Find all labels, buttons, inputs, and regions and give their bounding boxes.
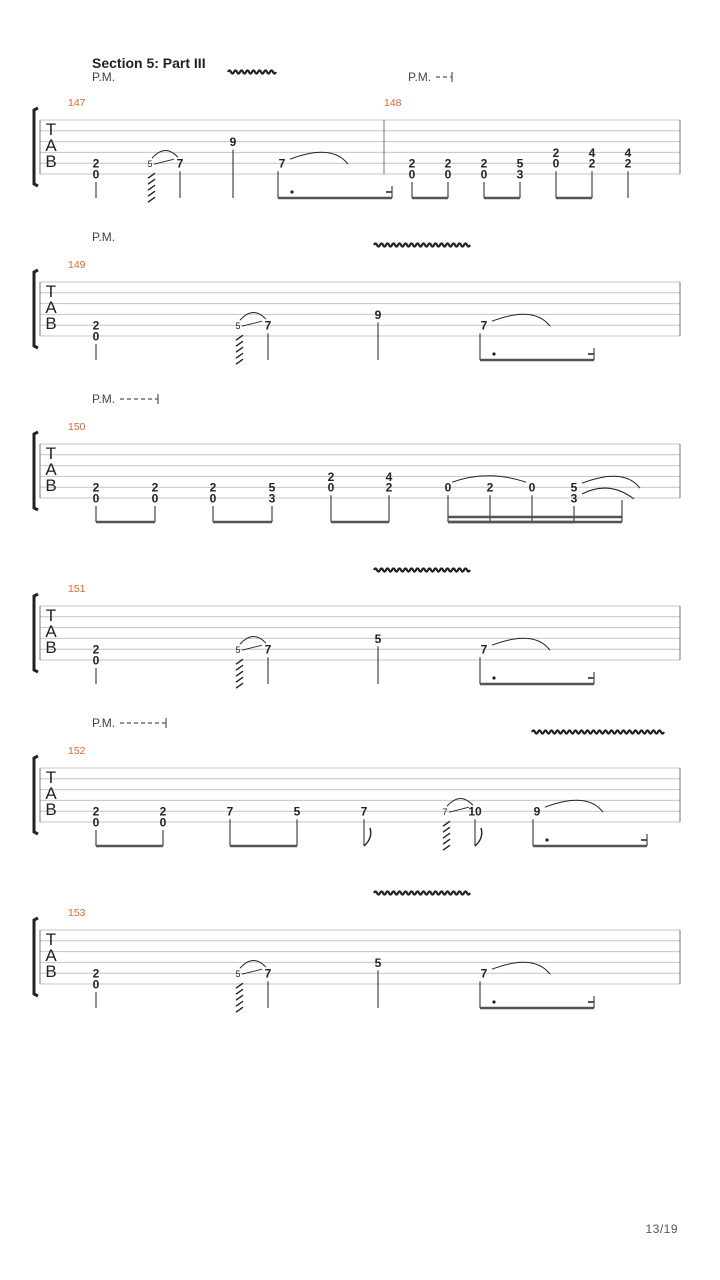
fret-number: 0 <box>209 491 217 506</box>
slur-arc <box>240 960 266 968</box>
fret-number: 0 <box>480 167 488 182</box>
tie-arc <box>545 800 603 812</box>
system-bracket <box>34 432 38 510</box>
dot <box>492 676 495 679</box>
palm-mute-label: P.M. <box>92 392 116 406</box>
fret-number: 5 <box>570 480 578 495</box>
tab-clef-letter: B <box>45 638 57 657</box>
fret-number: 2 <box>159 804 167 819</box>
grace-note-fret: 5 <box>235 645 241 656</box>
tie-arc <box>290 152 348 164</box>
palm-mute-label: P.M. <box>92 716 116 730</box>
rake-stroke <box>236 359 243 364</box>
measure-number: 147 <box>68 97 86 109</box>
fret-number: 0 <box>444 167 452 182</box>
tie-arc <box>492 314 550 326</box>
tab-clef-letter: A <box>45 298 57 317</box>
fret-number: 2 <box>588 156 596 171</box>
fret-number: 7 <box>360 804 368 819</box>
section-title: Section 5: Part III <box>92 55 206 71</box>
rake-stroke <box>236 995 243 1000</box>
tab-clef-letter: A <box>45 460 57 479</box>
fret-number: 5 <box>374 955 382 970</box>
rake-stroke <box>443 839 450 844</box>
fret-number: 2 <box>92 966 100 981</box>
tab-clef-letter: B <box>45 152 57 171</box>
dot <box>492 352 495 355</box>
tab-clef-letter: B <box>45 476 57 495</box>
grace-note-fret: 5 <box>235 969 241 980</box>
system-bracket <box>34 918 38 996</box>
note-flag <box>364 828 371 846</box>
fret-number: 0 <box>92 491 100 506</box>
fret-number: 2 <box>92 642 100 657</box>
rake-stroke <box>148 191 155 196</box>
tab-clef-letter: B <box>45 962 57 981</box>
rake-stroke <box>236 341 243 346</box>
fret-number: 4 <box>385 469 393 484</box>
fret-number: 0 <box>151 491 159 506</box>
vibrato-marking <box>228 71 276 74</box>
tab-clef-letter: A <box>45 136 57 155</box>
fret-number: 3 <box>268 491 276 506</box>
rake-stroke <box>236 353 243 358</box>
dot <box>545 838 548 841</box>
fret-number: 0 <box>327 480 335 495</box>
rake-stroke <box>236 1007 243 1012</box>
fret-number: 0 <box>92 329 100 344</box>
tab-clef-letter: T <box>45 930 57 949</box>
fret-number: 2 <box>385 480 393 495</box>
rake-stroke <box>236 989 243 994</box>
tie-arc <box>582 476 640 488</box>
rake-stroke <box>148 185 155 190</box>
note-flag <box>475 828 482 846</box>
vibrato-marking <box>532 731 664 734</box>
palm-mute-label: P.M. <box>92 230 116 244</box>
fret-number: 2 <box>408 156 416 171</box>
system-bracket <box>34 756 38 834</box>
fret-number: 2 <box>444 156 452 171</box>
vibrato-marking <box>374 892 470 895</box>
measure-number: 151 <box>68 583 86 595</box>
fret-number: 0 <box>92 167 100 182</box>
rake-stroke <box>236 683 243 688</box>
fret-number: 7 <box>278 156 286 171</box>
fret-number: 2 <box>209 480 217 495</box>
fret-number: 9 <box>533 804 541 819</box>
measure-number: 150 <box>68 421 86 433</box>
fret-number: 7 <box>480 318 488 333</box>
fret-number: 7 <box>226 804 234 819</box>
fret-number: 0 <box>528 480 536 495</box>
slur-arc <box>240 312 266 320</box>
page-number: 13/19 <box>645 1222 678 1236</box>
fret-number: 0 <box>92 653 100 668</box>
vibrato-marking <box>374 244 470 247</box>
fret-number: 3 <box>570 491 578 506</box>
rake-stroke <box>236 677 243 682</box>
tie-arc <box>492 638 550 650</box>
slur-arc <box>152 150 178 158</box>
tab-clef-letter: T <box>45 120 57 139</box>
fret-number: 0 <box>92 815 100 830</box>
fret-number: 10 <box>468 804 482 819</box>
tab-clef-letter: B <box>45 314 57 333</box>
rake-stroke <box>236 671 243 676</box>
tab-clef-letter: T <box>45 282 57 301</box>
rake-stroke <box>148 197 155 202</box>
fret-number: 5 <box>293 804 301 819</box>
rake-stroke <box>443 833 450 838</box>
tab-clef-letter: A <box>45 784 57 803</box>
fret-number: 9 <box>229 135 237 150</box>
tie-arc <box>582 488 634 499</box>
fret-number: 7 <box>264 642 272 657</box>
rake-stroke <box>236 347 243 352</box>
system-bracket <box>34 108 38 186</box>
grace-note-fret: 5 <box>147 159 153 170</box>
fret-number: 5 <box>516 156 524 171</box>
fret-number: 7 <box>480 642 488 657</box>
fret-number: 2 <box>92 318 100 333</box>
system-bracket <box>34 270 38 348</box>
palm-mute-label: P.M. <box>408 70 432 84</box>
fret-number: 7 <box>264 318 272 333</box>
fret-number: 2 <box>552 145 560 160</box>
fret-number: 2 <box>92 156 100 171</box>
measure-number: 149 <box>68 259 86 271</box>
fret-number: 2 <box>92 804 100 819</box>
tab-clef-letter: T <box>45 444 57 463</box>
measure-number: 152 <box>68 745 86 757</box>
fret-number: 2 <box>92 480 100 495</box>
tab-clef-letter: A <box>45 622 57 641</box>
fret-number: 0 <box>159 815 167 830</box>
rake-stroke <box>148 179 155 184</box>
system-bracket <box>34 594 38 672</box>
slur-arc <box>240 636 266 644</box>
fret-number: 5 <box>374 631 382 646</box>
fret-number: 0 <box>444 480 452 495</box>
fret-number: 5 <box>268 480 276 495</box>
vibrato-marking <box>374 569 470 572</box>
grace-note-fret: 7 <box>442 807 448 818</box>
rake-stroke <box>443 845 450 850</box>
fret-number: 2 <box>151 480 159 495</box>
measure-number: 148 <box>384 97 402 109</box>
fret-number: 7 <box>264 966 272 981</box>
fret-number: 4 <box>588 145 596 160</box>
tab-clef-letter: A <box>45 946 57 965</box>
dot <box>492 1000 495 1003</box>
grace-note-fret: 5 <box>235 321 241 332</box>
tab-clef-letter: T <box>45 768 57 787</box>
fret-number: 0 <box>552 156 560 171</box>
fret-number: 0 <box>92 977 100 992</box>
tab-clef-letter: B <box>45 800 57 819</box>
fret-number: 4 <box>624 145 632 160</box>
rake-stroke <box>443 827 450 832</box>
palm-mute-label: P.M. <box>92 70 116 84</box>
fret-number: 2 <box>624 156 632 171</box>
fret-number: 2 <box>327 469 335 484</box>
fret-number: 9 <box>374 307 382 322</box>
fret-number: 7 <box>176 156 184 171</box>
tab-clef-letter: T <box>45 606 57 625</box>
fret-number: 2 <box>486 480 494 495</box>
fret-number: 7 <box>480 966 488 981</box>
rake-stroke <box>236 1001 243 1006</box>
fret-number: 0 <box>408 167 416 182</box>
rake-stroke <box>236 665 243 670</box>
measure-number: 153 <box>68 907 86 919</box>
fret-number: 3 <box>516 167 524 182</box>
fret-number: 2 <box>480 156 488 171</box>
tie-arc <box>492 962 550 974</box>
dot <box>290 190 293 193</box>
